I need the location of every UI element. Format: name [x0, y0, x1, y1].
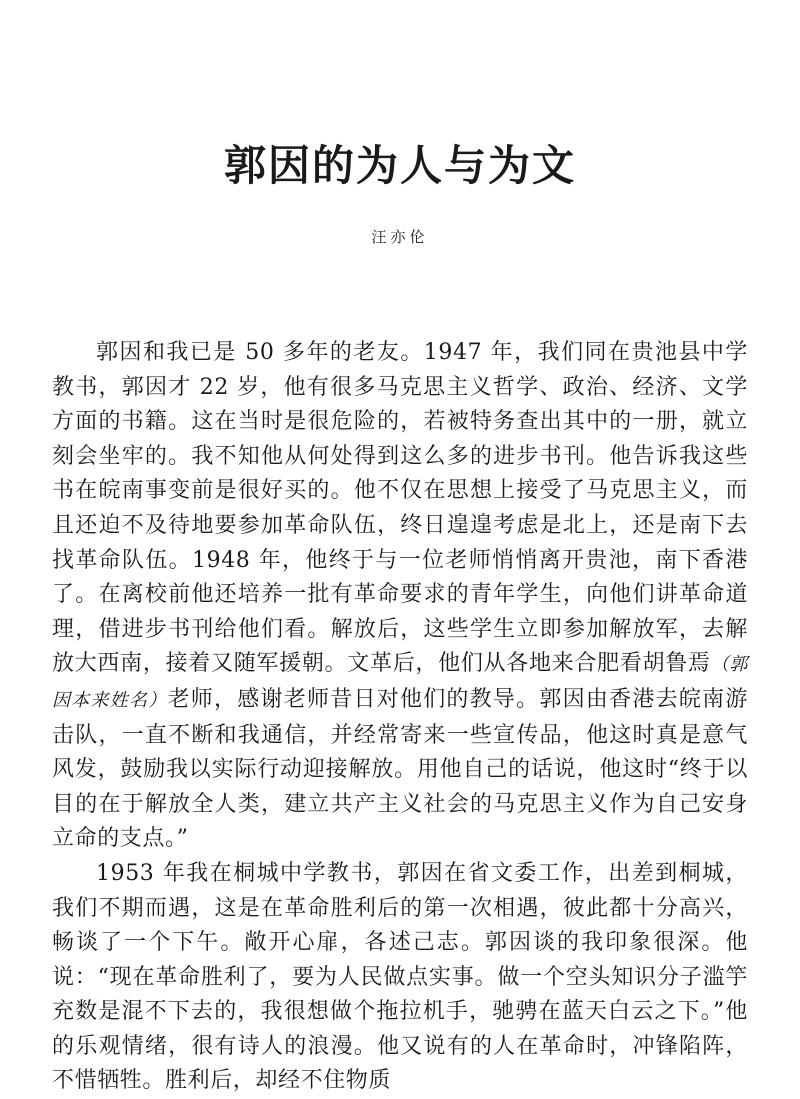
- article-author: 汪亦伦: [371, 228, 429, 246]
- paragraph-1: [52, 336, 748, 857]
- article-body: [52, 336, 748, 1099]
- paragraph-1-text-b: 老师，感谢老师昔日对他们的教导。郭因由香港去皖南游击队，一直不断和我通信，并经常寄来一些宣传品，他这时真是意气风发，鼓励我以实际行动迎接解放。用他自己的话说，他这时“终于以目的在于解放全人类，建立共产主义社会的马克思主义作为自己安身立命的支点。”: [52, 686, 748, 852]
- paragraph-1-text-a: 郭因和我已是 50 多年的老友。1947 年，我们同在贵池县中学教书，郭因才 22 岁，他有很多马克思主义哲学、政治、经济、文学方面的书籍。这在当时是很危险的，若被特务查出其中的一册，就立刻会坐牢的。我不知他从何处得到这么多的进步书刊。他告诉我这些书在皖南事变前是很好买的。他不仅在思想上接受了马克思主义，而且还迫不及待地要参加革命队伍，终日遑遑考虑是北上，还是南下去找革命队伍。1948 年，他终于与一位老师悄悄离开贵池，南下香港了。在离校前他还培养一批有革命要求的青年学生，向他们讲革命道理，借进步书刊给他们看。解放后，这些学生立即参加解放军，去解放大西南，接着又随军援朝。文革后，他们从各地来合肥看胡鲁焉: [52, 340, 748, 677]
- paragraph-2: 1953 年我在桐城中学教书，郭因在省文委工作，出差到桐城，我们不期而遇，这是在革命胜利后的第一次相遇，彼此都十分高兴，畅谈了一个下午。敞开心扉，各述己志。郭因谈的我印象很深。他说：“现在革命胜利了，要为人民做点实事。做一个空头知识分子滥竽充数是混不下去的，我很想做个拖拉机手，驰骋在蓝天白云之下。”他的乐观情绪，很有诗人的浪漫。他又说有的人在革命时，冲锋陷阵，不惜牺牲。胜利后，却经不住物质: [52, 860, 748, 1094]
- inline-note: （郭因本来姓名）: [52, 654, 749, 711]
- article-title: 郭因的为人与为文: [223, 141, 576, 190]
